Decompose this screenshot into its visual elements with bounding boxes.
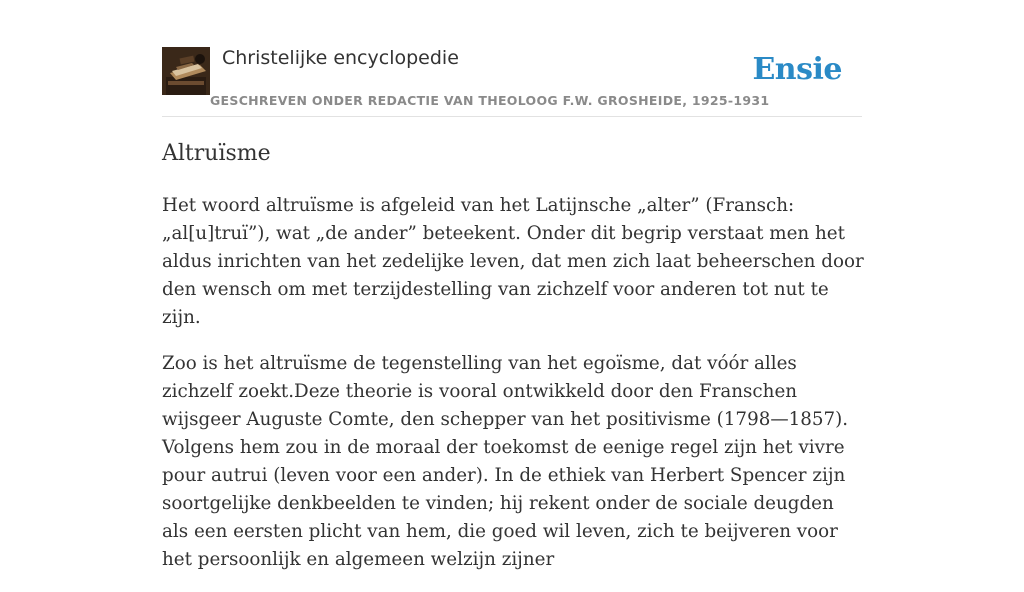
site-subtitle: GESCHREVEN ONDER REDACTIE VAN THEOLOOG F.W. GROSHEIDE, 1925-1931 [210,93,770,108]
ensie-logo[interactable]: Ensie [752,52,842,87]
article-title: Altruïsme [162,141,271,166]
site-title[interactable]: Christelijke encyclopedie [222,47,459,69]
article-paragraph: Zoo is het altruïsme de tegenstelling van het egoïsme, dat vóór alles zichzelf zoekt.Deze theorie is vooral ontwikkeld door den Franschen wijsgeer Auguste Comte, den schepper van het positivisme (1798—1857). Volgens hem zou in de moraal der toekomst de eenige regel zijn het vivre pour autrui (leven voor een ander). In de ethiek van Herbert Spencer zijn soortgelijke denkbeelden te vinden; hij rekent onder de sociale deugden als een eersten plicht van hem, die goed wil leven, zich te beijveren voor het persoonlijk en algemeen welzijn zijner [162,353,849,570]
book-stack-image [162,47,210,95]
article-paragraph: Het woord altruïsme is afgeleid van het Latijnsche „alter” (Fransch: „al[u]truï”), wat „de ander” beteekent. Onder dit begrip verstaat men het aldus inrichten van het zedelijke leven, dat men zich laat beheerschen door den wensch om met terzijdestelling van zichzelf voor anderen tot nut te zijn. [162,195,864,328]
site-header [162,46,862,117]
article [162,138,864,592]
encyclopedia-avatar[interactable] [162,47,210,95]
